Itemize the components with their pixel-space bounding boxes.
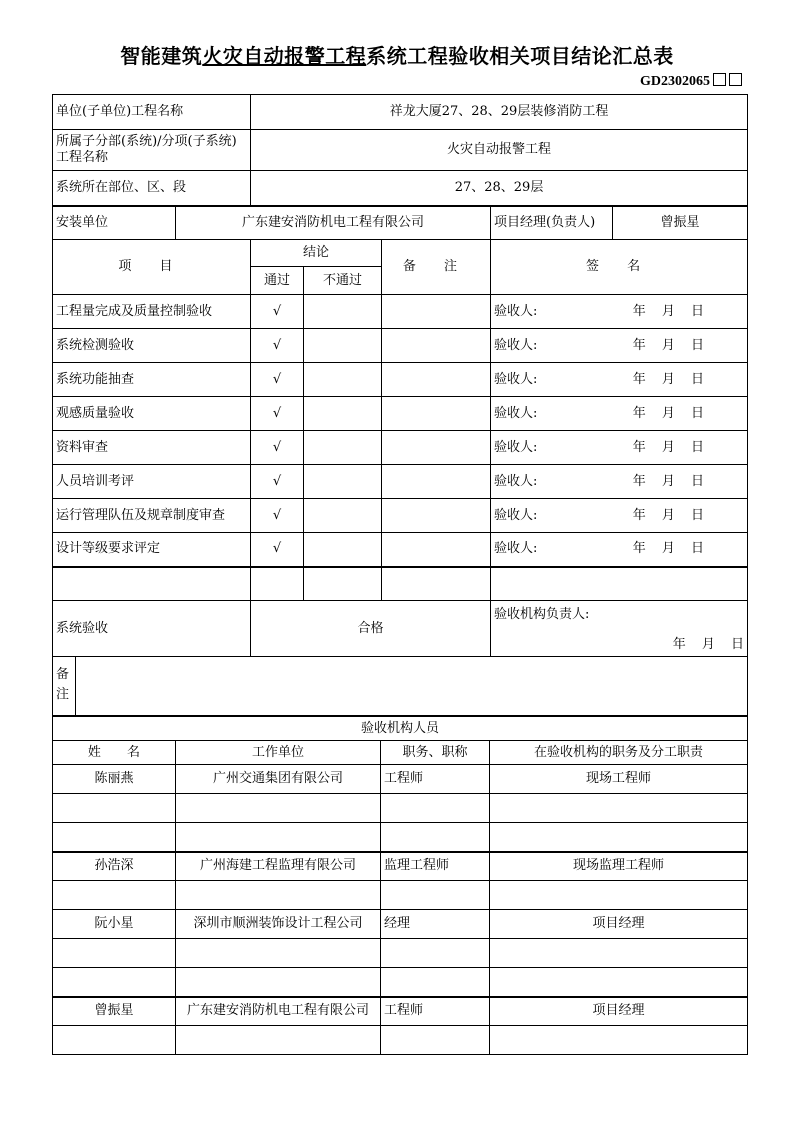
item-row xyxy=(53,363,748,397)
subsystem-row xyxy=(53,130,748,171)
form-code xyxy=(640,73,742,90)
item-name: 系统功能抽查 xyxy=(53,363,251,397)
col-title-header: 职务、职称 xyxy=(381,741,490,765)
personnel-row xyxy=(53,852,748,881)
item-fail xyxy=(304,533,382,567)
acceptance-head-cell xyxy=(491,601,748,657)
person-name: 阮小星 xyxy=(53,910,176,939)
person-title: 监理工程师 xyxy=(381,852,490,881)
person-unit: 深圳市顺洲装饰设计工程公司 xyxy=(176,910,381,939)
item-sign: 验收人: 年 月 日 xyxy=(491,363,748,397)
system-acceptance-row xyxy=(53,601,748,657)
item-name: 系统检测验收 xyxy=(53,329,251,363)
item-fail xyxy=(304,363,382,397)
person-title: 经理 xyxy=(381,910,490,939)
system-acceptance-label: 系统验收 xyxy=(53,601,251,657)
person-unit: 广州海建工程监理有限公司 xyxy=(176,852,381,881)
item-sign: 验收人: 年 月 日 xyxy=(491,465,748,499)
items-header-row xyxy=(53,240,748,267)
remarks-label: 备注 xyxy=(53,657,76,715)
unit-row xyxy=(53,95,748,130)
person-unit: 广东建安消防机电工程有限公司 xyxy=(176,997,381,1026)
personnel-title-row xyxy=(53,717,748,741)
item-remark xyxy=(382,329,491,363)
item-pass: √ xyxy=(251,465,304,499)
sign-header: 签 名 xyxy=(491,240,748,295)
personnel-row xyxy=(53,1026,748,1055)
item-remark xyxy=(382,499,491,533)
item-fail xyxy=(304,431,382,465)
person-name: 陈丽燕 xyxy=(53,765,176,794)
acceptance-head-date: 年 月 日 xyxy=(672,637,745,652)
col-unit-header: 工作单位 xyxy=(176,741,381,765)
item-remark xyxy=(382,431,491,465)
subsystem-label: 所属子分部(系统)/分项(子系统)工程名称 xyxy=(53,130,251,171)
col-role-header: 在验收机构的职务及分工职责 xyxy=(490,741,748,765)
item-remark xyxy=(382,295,491,329)
item-pass: √ xyxy=(251,431,304,465)
item-sign: 验收人: 年 月 日 xyxy=(491,397,748,431)
item-name: 人员培训考评 xyxy=(53,465,251,499)
item-sign: 验收人: 年 月 日 xyxy=(491,499,748,533)
person-role: 项目经理 xyxy=(490,910,748,939)
item-name: 运行管理队伍及规章制度审查 xyxy=(53,499,251,533)
title-suffix: 系统工程验收相关项目结论汇总表 xyxy=(366,44,674,68)
form-code-text: GD2302065 xyxy=(640,74,710,89)
item-pass: √ xyxy=(251,363,304,397)
title-project-type: 火灾自动报警工程 xyxy=(202,44,367,68)
item-pass: √ xyxy=(251,499,304,533)
code-box-1 xyxy=(713,73,726,86)
location-row xyxy=(53,171,748,206)
person-title: 工程师 xyxy=(381,765,490,794)
item-fail xyxy=(304,499,382,533)
personnel-row xyxy=(53,939,748,968)
personnel-row xyxy=(53,881,748,910)
location-label: 系统所在部位、区、段 xyxy=(53,171,251,206)
item-column-header: 项 目 xyxy=(53,240,251,295)
person-role: 现场监理工程师 xyxy=(490,852,748,881)
subsystem-value: 火灾自动报警工程 xyxy=(251,130,748,171)
item-name: 资料审查 xyxy=(53,431,251,465)
item-pass: √ xyxy=(251,295,304,329)
summary-table xyxy=(52,94,748,716)
conclusion-header: 结论 xyxy=(251,240,382,267)
installer-label: 安装单位 xyxy=(53,206,176,240)
system-acceptance-result: 合格 xyxy=(251,601,491,657)
personnel-header-row xyxy=(53,741,748,765)
item-pass: √ xyxy=(251,533,304,567)
manager-label: 项目经理(负责人) xyxy=(491,206,613,240)
person-role: 现场工程师 xyxy=(490,765,748,794)
item-row xyxy=(53,499,748,533)
page-title xyxy=(0,40,794,69)
personnel-row xyxy=(53,997,748,1026)
item-remark xyxy=(382,465,491,499)
item-sign: 验收人: 年 月 日 xyxy=(491,295,748,329)
item-fail xyxy=(304,329,382,363)
remarks-content xyxy=(76,657,747,715)
personnel-row xyxy=(53,794,748,823)
item-pass: √ xyxy=(251,329,304,363)
personnel-row xyxy=(53,765,748,794)
remarks-row xyxy=(53,657,748,716)
item-row xyxy=(53,329,748,363)
title-prefix: 智能建筑 xyxy=(120,44,203,68)
personnel-table xyxy=(52,716,748,1055)
unit-label: 单位(子单位)工程名称 xyxy=(53,95,251,130)
item-remark xyxy=(382,533,491,567)
personnel-row xyxy=(53,823,748,852)
code-box-2 xyxy=(729,73,742,86)
item-row xyxy=(53,465,748,499)
item-name: 观感质量验收 xyxy=(53,397,251,431)
remark-header: 备 注 xyxy=(382,240,491,295)
manager-value: 曾振星 xyxy=(613,206,748,240)
installer-row xyxy=(53,206,748,240)
fail-header: 不通过 xyxy=(304,267,382,295)
item-sign: 验收人: 年 月 日 xyxy=(491,533,748,567)
item-row xyxy=(53,431,748,465)
item-name: 工程量完成及质量控制验收 xyxy=(53,295,251,329)
personnel-row xyxy=(53,968,748,997)
unit-value: 祥龙大厦27、28、29层装修消防工程 xyxy=(251,95,748,130)
item-fail xyxy=(304,397,382,431)
person-name: 孙浩深 xyxy=(53,852,176,881)
location-value: 27、28、29层 xyxy=(251,171,748,206)
item-row xyxy=(53,295,748,329)
item-sign: 验收人: 年 月 日 xyxy=(491,431,748,465)
installer-value: 广东建安消防机电工程有限公司 xyxy=(176,206,491,240)
item-fail xyxy=(304,465,382,499)
item-pass: √ xyxy=(251,397,304,431)
person-name: 曾振星 xyxy=(53,997,176,1026)
item-remark xyxy=(382,397,491,431)
item-row xyxy=(53,397,748,431)
col-name-header: 姓 名 xyxy=(53,741,176,765)
item-name: 设计等级要求评定 xyxy=(53,533,251,567)
personnel-row xyxy=(53,910,748,939)
item-row xyxy=(53,533,748,567)
empty-item-row xyxy=(53,567,748,601)
pass-header: 通过 xyxy=(251,267,304,295)
item-sign: 验收人: 年 月 日 xyxy=(491,329,748,363)
item-remark xyxy=(382,363,491,397)
person-unit: 广州交通集团有限公司 xyxy=(176,765,381,794)
personnel-title: 验收机构人员 xyxy=(53,717,748,741)
item-fail xyxy=(304,295,382,329)
person-role: 项目经理 xyxy=(490,997,748,1026)
person-title: 工程师 xyxy=(381,997,490,1026)
acceptance-head-label: 验收机构负责人: xyxy=(494,607,590,622)
